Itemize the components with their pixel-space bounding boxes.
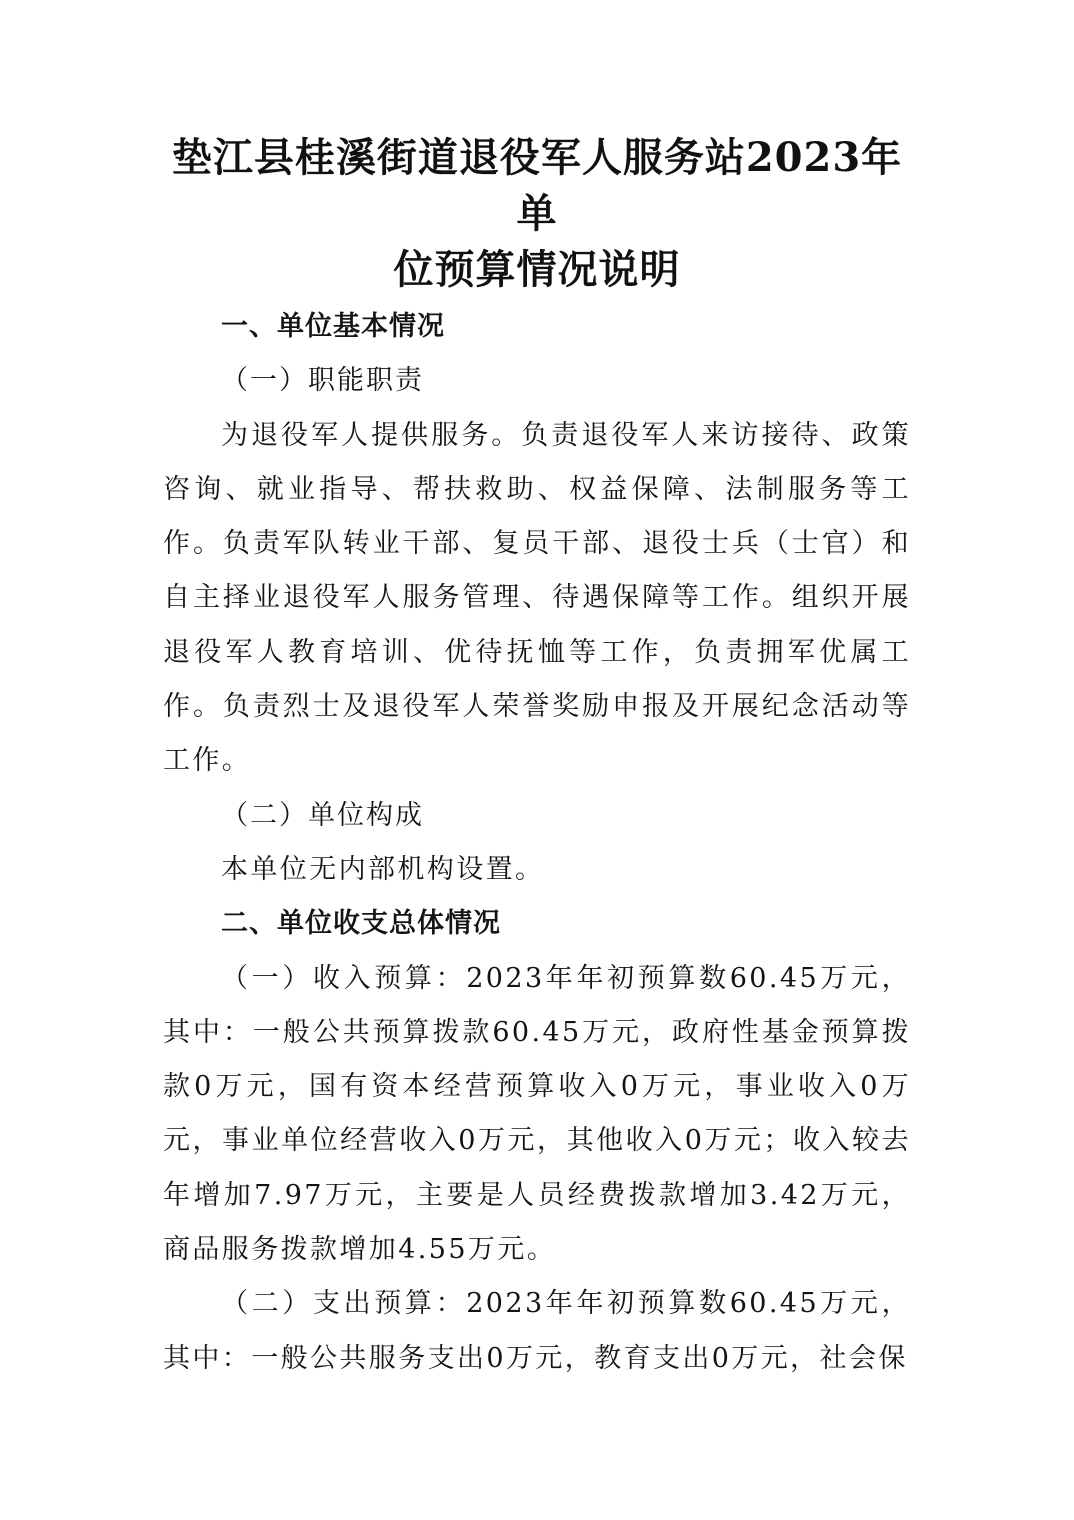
title-line-1: 垫江县桂溪街道退役军人服务站2023年单 [171, 134, 903, 237]
subsection-heading-composition: （二）单位构成 [221, 799, 424, 831]
paragraph-duties: 为退役军人提供服务。负责退役军人来访接待、政策咨询、就业指导、帮扶救助、权益保障、法制服务等工作。负责军队转业干部、复员干部、退役士兵（士官）和自主择业退役军人服务管理、待遇保障等工作。组织开展退役军人教育培训、优待抚恤等工作，负责拥军优属工作。负责烈士及退役军人荣誉奖励申报及开展纪念活动等工作。 [163, 419, 911, 777]
paragraph-expense-budget: （二）支出预算：2023年年初预算数60.45万元，其中：一般公共服务支出0万元，教育支出0万元，社会保 [163, 1288, 911, 1374]
section-heading-income-expense: 二、单位收支总体情况 [221, 908, 501, 940]
title-line-2: 位预算情况说明 [393, 246, 681, 293]
document-title [163, 130, 911, 298]
document-body [163, 300, 911, 1386]
section-heading-basic-info: 一、单位基本情况 [221, 311, 445, 342]
paragraph-income-budget: （一）收入预算：2023年年初预算数60.45万元，其中：一般公共预算拨款60.45万元，政府性基金预算拨款0万元，国有资本经营预算收入0万元，事业收入0万元，事业单位经营收入0万元，其他收入0万元；收入较去年增加7.97万元，主要是人员经费拨款增加3.42万元，商品服务拨款增加4.55万元。 [163, 962, 911, 1266]
paragraph-composition: 本单位无内部机构设置。 [221, 853, 545, 885]
subsection-heading-duties: （一）职能职责 [221, 365, 424, 397]
